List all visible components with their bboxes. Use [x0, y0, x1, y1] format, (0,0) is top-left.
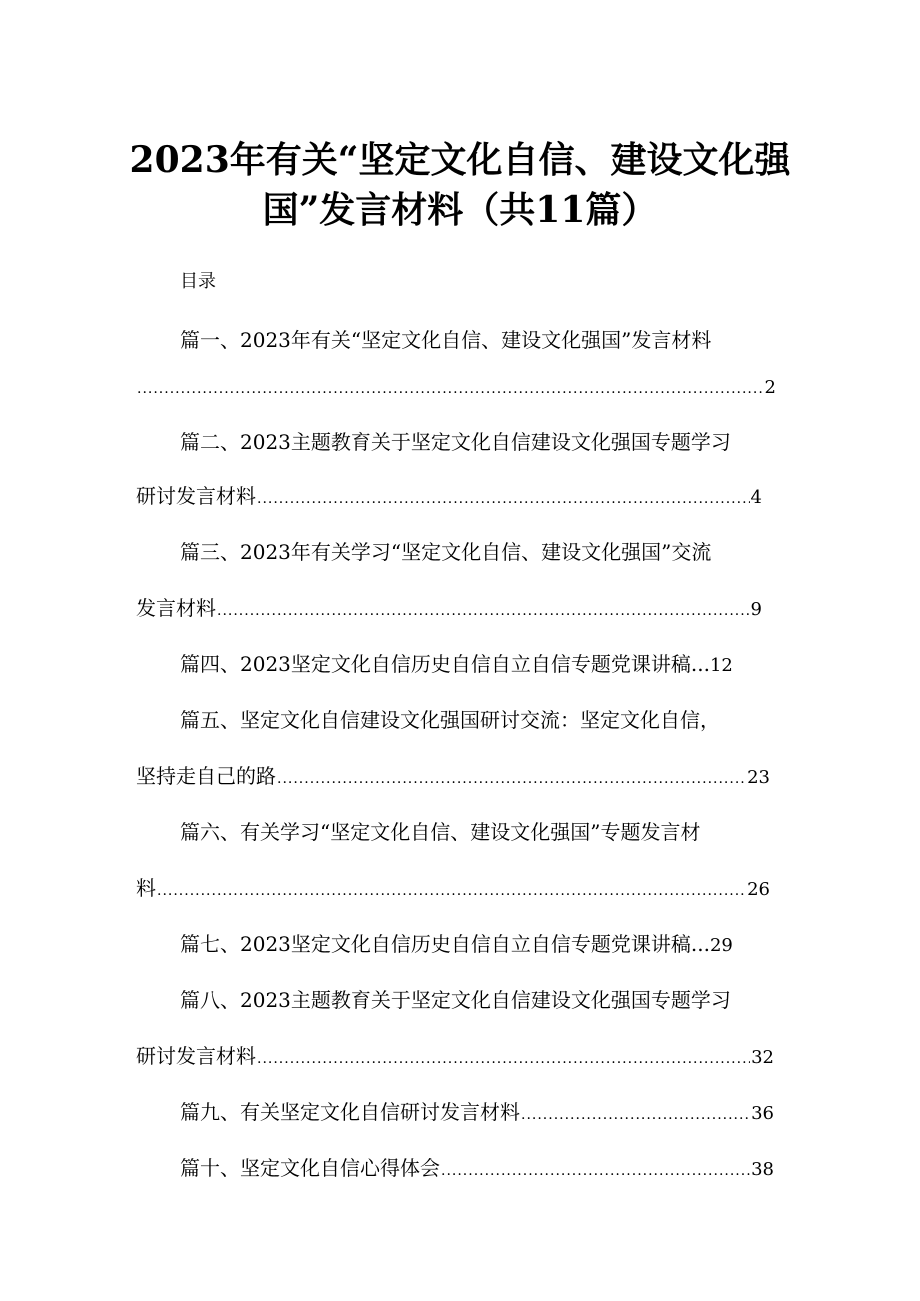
document-title-line-2: 国”发言材料（共11篇） — [262, 189, 658, 231]
toc-entry-text: 篇一、2023年有关“坚定文化自信、建设文化强国”发言材料 — [180, 328, 712, 352]
toc-leader-dots — [157, 879, 746, 903]
toc-entry-2-line-1[interactable] — [180, 430, 780, 454]
toc-entry-text: 篇五、坚定文化自信建设文化强国研讨交流：坚定文化自信， — [180, 708, 720, 732]
toc-entry-10[interactable] — [180, 1156, 774, 1180]
toc-page-number: 29 — [709, 935, 733, 956]
toc-entry-text: 篇二、2023主题教育关于坚定文化自信建设文化强国专题学习 — [180, 430, 731, 454]
toc-page-number: 36 — [751, 1103, 774, 1124]
toc-leader-dots — [441, 1159, 750, 1183]
toc-entry-text: 发言材料 — [136, 596, 216, 620]
toc-entry-9[interactable] — [180, 1100, 774, 1124]
toc-leader-dots — [257, 1047, 750, 1071]
toc-leader-dots — [137, 377, 764, 401]
toc-entry-text: 研讨发言材料 — [136, 1044, 256, 1068]
toc-entry-4[interactable] — [180, 652, 780, 676]
toc-entry-1-line-2[interactable] — [136, 376, 776, 400]
toc-entry-2-line-2[interactable] — [136, 484, 762, 508]
toc-entry-7[interactable] — [180, 932, 780, 956]
toc-entry-3-line-2[interactable] — [136, 596, 762, 620]
toc-leader-dots — [521, 1103, 750, 1127]
toc-entry-text: 篇四、2023坚定文化自信历史自信自立自信专题党课讲稿... — [180, 652, 710, 676]
toc-leader-dots — [277, 767, 746, 791]
toc-page-number: 12 — [709, 655, 733, 676]
toc-page-number: 38 — [751, 1159, 774, 1180]
toc-page-number: 4 — [750, 487, 762, 508]
toc-entry-text: 篇九、有关坚定文化自信研讨发言材料 — [180, 1100, 520, 1124]
toc-entry-text: 篇八、2023主题教育关于坚定文化自信建设文化强国专题学习 — [180, 988, 731, 1012]
toc-page-number: 26 — [747, 879, 770, 900]
toc-entry-5-line-1[interactable] — [180, 708, 780, 732]
toc-entry-text: 研讨发言材料 — [136, 484, 256, 508]
toc-page-number: 2 — [764, 377, 776, 398]
toc-page-number: 32 — [751, 1047, 774, 1068]
toc-entry-text: 料 — [136, 876, 156, 900]
toc-entry-8-line-1[interactable] — [180, 988, 780, 1012]
toc-entry-6-line-2[interactable] — [136, 876, 770, 900]
toc-entry-5-line-2[interactable] — [136, 764, 770, 788]
toc-entry-text: 篇七、2023坚定文化自信历史自信自立自信专题党课讲稿... — [180, 932, 710, 956]
toc-entry-3-line-1[interactable] — [180, 540, 780, 564]
toc-entry-8-line-2[interactable] — [136, 1044, 774, 1068]
toc-page-number: 23 — [747, 767, 770, 788]
toc-entry-text: 篇六、有关学习“坚定文化自信、建设文化强国”专题发言材 — [180, 820, 701, 844]
toc-entry-text: 坚持走自己的路 — [136, 764, 276, 788]
toc-entry-text: 篇十、坚定文化自信心得体会 — [180, 1156, 440, 1180]
toc-leader-dots — [217, 599, 750, 623]
document-title-line-1: 2023年有关“坚定文化自信、建设文化强 — [129, 139, 791, 181]
toc-leader-dots — [257, 487, 750, 511]
toc-entry-text: 篇三、2023年有关学习“坚定文化自信、建设文化强国”交流 — [180, 540, 712, 564]
toc-entry-1-line-1[interactable] — [180, 328, 780, 352]
toc-page-number: 9 — [750, 599, 762, 620]
toc-entry-6-line-1[interactable] — [180, 820, 780, 844]
toc-heading: 目录 — [180, 271, 216, 292]
